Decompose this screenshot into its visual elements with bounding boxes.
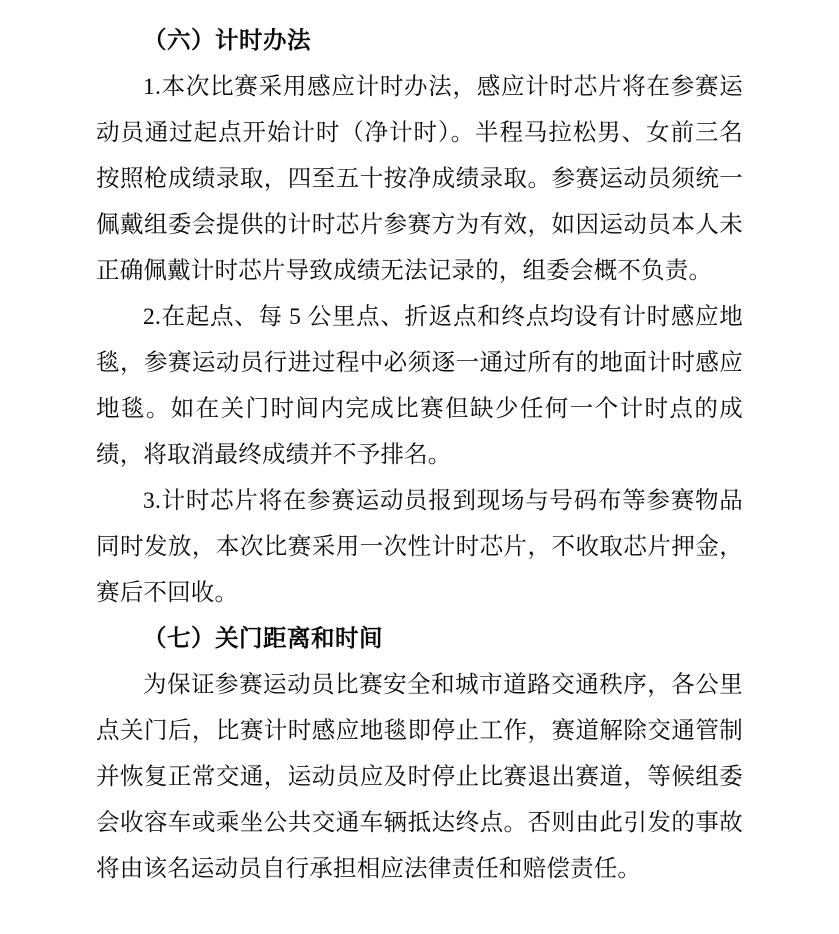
section-heading-six: （六）计时办法 — [143, 28, 311, 54]
paragraph-cutoff-body: 为保证参赛运动员比赛安全和城市道路交通秩序，各公里点关门后，比赛计时感应地毯即停止工作，赛道解除交通管制并恢复正常交通，运动员应及时停止比赛退出赛道，等候组委会收容车或乘坐公共交通车辆抵达终点。否则由此引发的事故将由该名运动员自行承担相应法律责任和赔偿责任。 — [96, 672, 743, 882]
paragraph-timing-item-2: 2.在起点、每 5 公里点、折返点和终点均设有计时感应地毯，参赛运动员行进过程中必须逐一通过所有的地面计时感应地毯。如在关门时间内完成比赛但缺少任何一个计时点的成绩，将取消最终成绩并不予排名。 — [96, 304, 743, 468]
paragraph-timing-item-3: 3.计时芯片将在参赛运动员报到现场与号码布等参赛物品同时发放，本次比赛采用一次性计时芯片，不收取芯片押金，赛后不回收。 — [96, 488, 743, 606]
paragraph-timing-item-1: 1.本次比赛采用感应计时办法，感应计时芯片将在参赛运动员通过起点开始计时（净计时）。半程马拉松男、女前三名按照枪成绩录取，四至五十按净成绩录取。参赛运动员须统一佩戴组委会提供的计时芯片参赛方为有效，如因运动员本人未正确佩戴计时芯片导致成绩无法记录的，组委会概不负责。 — [96, 74, 743, 284]
section-heading-seven: （七）关门距离和时间 — [143, 626, 383, 652]
